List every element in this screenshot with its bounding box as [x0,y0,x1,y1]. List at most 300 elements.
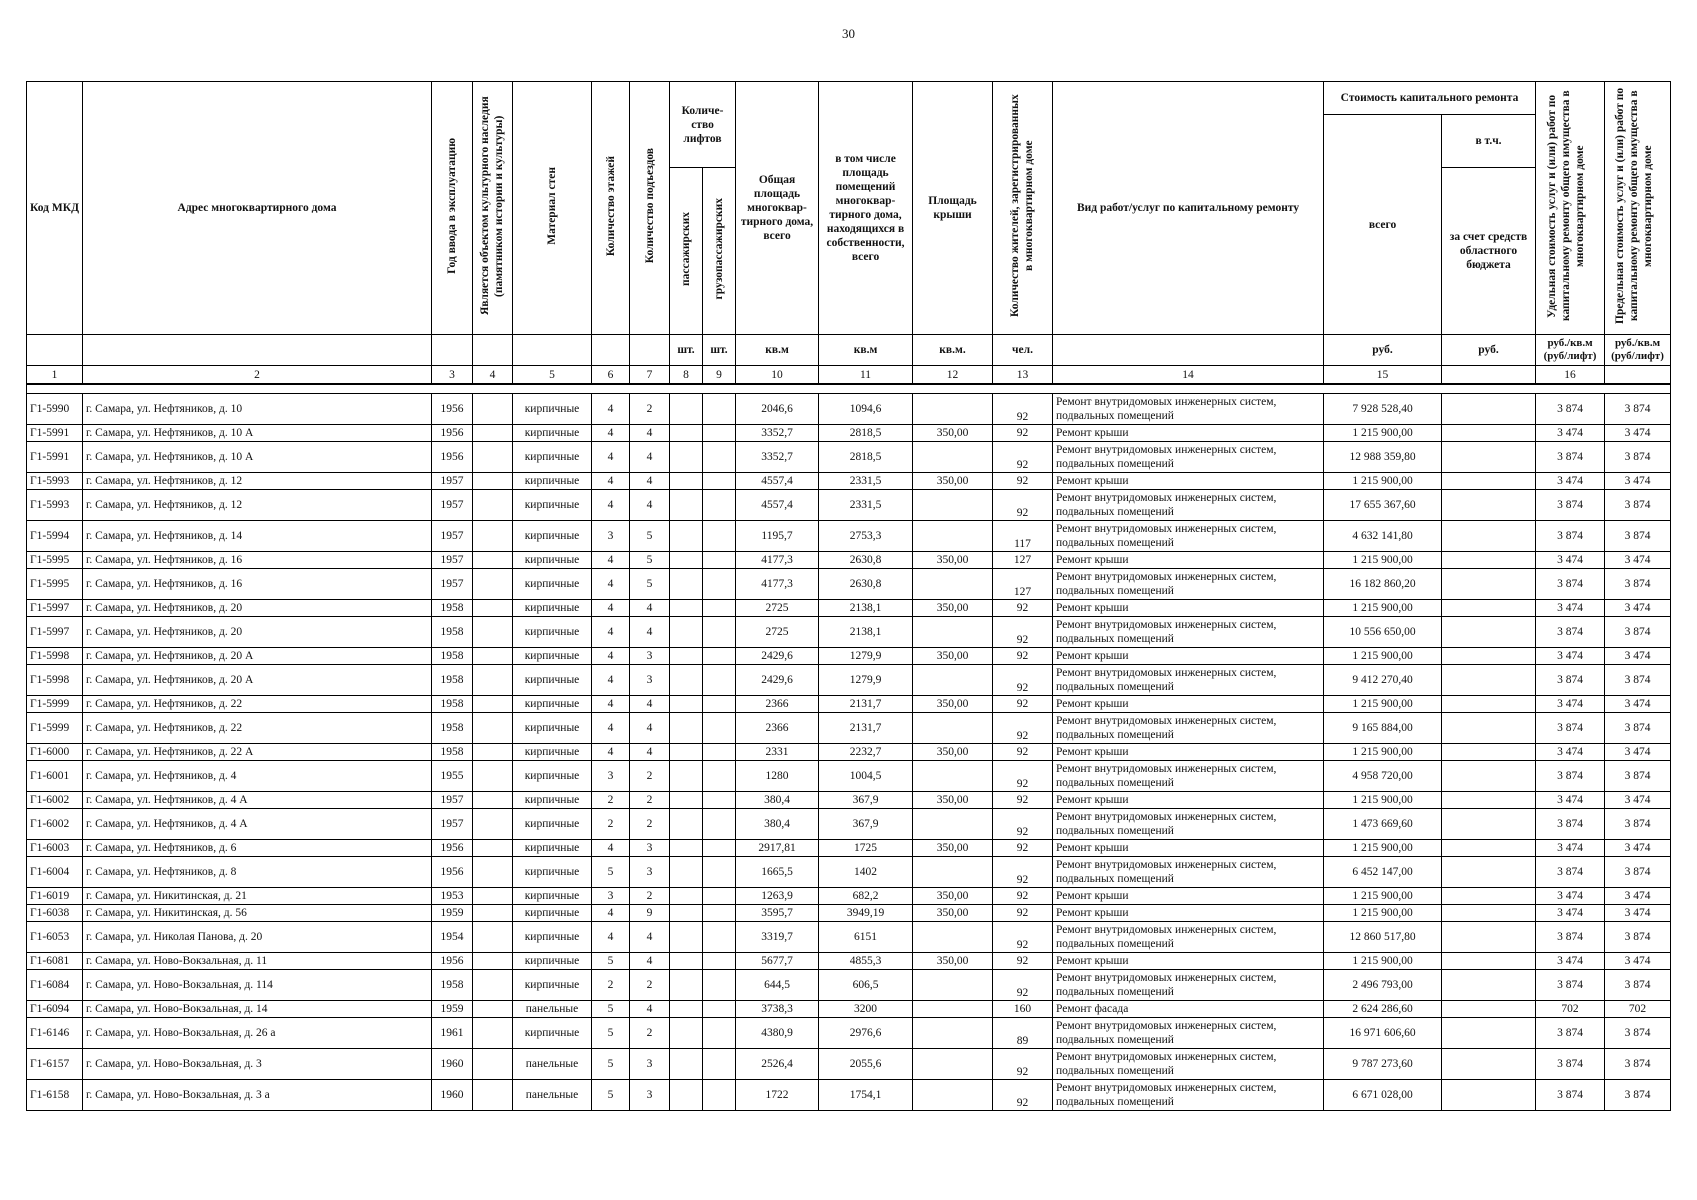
cell-cost-regional [1442,840,1536,857]
cell-heritage [473,1001,513,1018]
cell-cost-regional [1442,922,1536,953]
cell-lifts-cargo [703,665,736,696]
header-cost-group: Стоимость капитального ремонта [1324,82,1536,115]
cell-area-owned: 1004,5 [819,761,913,792]
cell-lifts-pass [670,473,703,490]
cell-address: г. Самара, ул. Нефтяников, д. 10 [83,394,432,425]
cell-floors: 2 [592,809,630,840]
cell-year: 1957 [432,521,473,552]
cell-lifts-pass [670,953,703,970]
cell-heritage [473,569,513,600]
cell-lifts-cargo [703,442,736,473]
cell-code: Г1-6081 [27,953,83,970]
cell-lifts-cargo [703,617,736,648]
cell-entrances: 3 [630,665,670,696]
cell-code: Г1-5991 [27,442,83,473]
cell-area-total: 4380,9 [736,1018,819,1049]
cell-roof-area [913,394,993,425]
cell-residents: 92 [993,1049,1053,1080]
cell-year: 1960 [432,1049,473,1080]
cell-address: г. Самара, ул. Ново-Вокзальная, д. 11 [83,953,432,970]
cell-entrances: 2 [630,809,670,840]
cell-residents: 92 [993,792,1053,809]
cell-max-cost: 3 474 [1605,425,1671,442]
cell-cost-total: 12 860 517,80 [1324,922,1442,953]
cell-address: г. Самара, ул. Нефтяников, д. 20 [83,600,432,617]
cell-material: кирпичные [513,953,592,970]
cell-work-type: Ремонт крыши [1053,888,1324,905]
cell-cost-regional [1442,665,1536,696]
cell-work-type: Ремонт внутридомовых инженерных систем, подвальных помещений [1053,1018,1324,1049]
cell-material: кирпичные [513,905,592,922]
cell-max-cost: 3 874 [1605,442,1671,473]
cell-entrances: 3 [630,1049,670,1080]
cell-year: 1958 [432,617,473,648]
cell-area-owned: 2630,8 [819,569,913,600]
cell-floors: 4 [592,905,630,922]
cell-unit-cost: 3 874 [1536,922,1605,953]
cell-work-type: Ремонт крыши [1053,840,1324,857]
unit-rub-total: руб. [1324,335,1442,366]
cell-floors: 4 [592,569,630,600]
cell-area-total: 2429,6 [736,648,819,665]
cell-work-type: Ремонт внутридомовых инженерных систем, подвальных помещений [1053,1049,1324,1080]
cell-heritage [473,1049,513,1080]
header-entrances: Количество подъездов [630,82,670,335]
cell-cost-total: 6 671 028,00 [1324,1080,1442,1111]
cell-floors: 4 [592,600,630,617]
cell-address: г. Самара, ул. Никитинская, д. 21 [83,888,432,905]
cell-roof-area: 350,00 [913,888,993,905]
cell-code: Г1-6000 [27,744,83,761]
cell-year: 1957 [432,552,473,569]
cell-code: Г1-6004 [27,857,83,888]
cell-lifts-pass [670,713,703,744]
cell-entrances: 4 [630,473,670,490]
cell-lifts-pass [670,857,703,888]
cell-code: Г1-6038 [27,905,83,922]
cell-material: кирпичные [513,761,592,792]
cell-work-type: Ремонт крыши [1053,425,1324,442]
cell-lifts-pass [670,792,703,809]
cell-address: г. Самара, ул. Нефтяников, д. 14 [83,521,432,552]
cell-entrances: 4 [630,617,670,648]
cell-area-owned: 2138,1 [819,600,913,617]
cell-cost-regional [1442,394,1536,425]
cell-lifts-cargo [703,648,736,665]
cell-max-cost: 3 874 [1605,665,1671,696]
cell-year: 1956 [432,442,473,473]
cell-area-owned: 1402 [819,857,913,888]
cell-address: г. Самара, ул. Нефтяников, д. 8 [83,857,432,888]
cell-entrances: 4 [630,713,670,744]
cell-residents: 117 [993,521,1053,552]
cell-residents: 92 [993,970,1053,1001]
cell-work-type: Ремонт внутридомовых инженерных систем, подвальных помещений [1053,665,1324,696]
cell-heritage [473,970,513,1001]
cell-cost-regional [1442,905,1536,922]
cell-floors: 4 [592,713,630,744]
cell-area-owned: 606,5 [819,970,913,1001]
cell-floors: 4 [592,648,630,665]
cell-floors: 4 [592,425,630,442]
cell-cost-total: 2 624 286,60 [1324,1001,1442,1018]
cell-residents: 92 [993,905,1053,922]
cell-floors: 4 [592,922,630,953]
cell-lifts-cargo [703,473,736,490]
cell-address: г. Самара, ул. Нефтяников, д. 4 [83,761,432,792]
cell-area-total: 4557,4 [736,473,819,490]
cell-code: Г1-6019 [27,888,83,905]
cell-area-total: 2429,6 [736,665,819,696]
header-year: Год ввода в эксплуатацию [432,82,473,335]
cell-floors: 5 [592,857,630,888]
cell-address: г. Самара, ул. Нефтяников, д. 22 [83,696,432,713]
cell-floors: 3 [592,521,630,552]
cell-address: г. Самара, ул. Нефтяников, д. 22 [83,713,432,744]
cell-year: 1957 [432,792,473,809]
cell-lifts-pass [670,840,703,857]
cell-residents: 92 [993,648,1053,665]
cell-floors: 4 [592,744,630,761]
cell-material: кирпичные [513,713,592,744]
cell-area-total: 1722 [736,1080,819,1111]
cell-material: кирпичные [513,394,592,425]
header-residents: Количество жителей, зарегистрированных в многоквартирном доме [993,82,1053,335]
cell-lifts-pass [670,552,703,569]
cell-work-type: Ремонт внутридомовых инженерных систем, подвальных помещений [1053,970,1324,1001]
cell-roof-area: 350,00 [913,792,993,809]
cell-year: 1958 [432,665,473,696]
cell-lifts-cargo [703,1018,736,1049]
cell-address: г. Самара, ул. Ново-Вокзальная, д. 14 [83,1001,432,1018]
cell-material: кирпичные [513,617,592,648]
cell-work-type: Ремонт крыши [1053,552,1324,569]
cell-code: Г1-5997 [27,617,83,648]
cell-entrances: 2 [630,888,670,905]
cell-cost-total: 6 452 147,00 [1324,857,1442,888]
cell-residents: 92 [993,617,1053,648]
cell-cost-total: 17 655 367,60 [1324,490,1442,521]
cell-max-cost: 3 474 [1605,600,1671,617]
cell-material: кирпичные [513,490,592,521]
cell-code: Г1-6002 [27,809,83,840]
table-row [27,490,1671,521]
cell-address: г. Самара, ул. Нефтяников, д. 10 А [83,425,432,442]
cell-max-cost: 3 874 [1605,490,1671,521]
cell-roof-area [913,809,993,840]
cell-material: кирпичные [513,569,592,600]
cell-code: Г1-6084 [27,970,83,1001]
cell-entrances: 3 [630,648,670,665]
cell-unit-cost: 3 474 [1536,552,1605,569]
cell-area-owned: 1279,9 [819,648,913,665]
table-row [27,1049,1671,1080]
header-heritage: Является объектом культурного наследия (памятником истории и культуры) [473,82,513,335]
cell-year: 1961 [432,1018,473,1049]
cell-heritage [473,473,513,490]
cell-floors: 4 [592,665,630,696]
cell-entrances: 2 [630,1018,670,1049]
cell-heritage [473,792,513,809]
column-number: 9 [703,366,736,385]
cell-cost-regional [1442,1001,1536,1018]
cell-roof-area [913,1080,993,1111]
cell-roof-area: 350,00 [913,744,993,761]
cell-area-total: 3319,7 [736,922,819,953]
cell-area-owned: 2818,5 [819,425,913,442]
cell-area-owned: 682,2 [819,888,913,905]
cell-residents: 127 [993,552,1053,569]
cell-entrances: 4 [630,953,670,970]
cell-max-cost: 702 [1605,1001,1671,1018]
cell-cost-regional [1442,600,1536,617]
cell-year: 1958 [432,744,473,761]
cell-roof-area: 350,00 [913,840,993,857]
cell-roof-area: 350,00 [913,425,993,442]
cell-lifts-pass [670,970,703,1001]
cell-floors: 5 [592,1018,630,1049]
cell-roof-area: 350,00 [913,552,993,569]
cell-floors: 5 [592,953,630,970]
cell-lifts-pass [670,394,703,425]
cell-roof-area [913,442,993,473]
cell-heritage [473,953,513,970]
cell-lifts-cargo [703,1080,736,1111]
cell-address: г. Самара, ул. Никитинская, д. 56 [83,905,432,922]
table-row [27,713,1671,744]
cell-residents: 92 [993,490,1053,521]
cell-year: 1957 [432,473,473,490]
table-row [27,665,1671,696]
cell-max-cost: 3 874 [1605,1018,1671,1049]
cell-residents: 92 [993,473,1053,490]
cell-work-type: Ремонт крыши [1053,600,1324,617]
cell-area-owned: 4855,3 [819,953,913,970]
cell-unit-cost: 3 874 [1536,442,1605,473]
cell-work-type: Ремонт фасада [1053,1001,1324,1018]
cell-roof-area [913,490,993,521]
cell-residents: 92 [993,809,1053,840]
cell-code: Г1-5999 [27,696,83,713]
cell-area-total: 380,4 [736,809,819,840]
cell-cost-regional [1442,761,1536,792]
cell-lifts-cargo [703,569,736,600]
cell-cost-total: 1 473 669,60 [1324,809,1442,840]
cell-material: кирпичные [513,600,592,617]
table-row [27,473,1671,490]
cell-unit-cost: 3 874 [1536,1049,1605,1080]
cell-address: г. Самара, ул. Ново-Вокзальная, д. 114 [83,970,432,1001]
cell-floors: 3 [592,761,630,792]
table-row [27,888,1671,905]
cell-area-owned: 2630,8 [819,552,913,569]
header-floors: Количество этажей [592,82,630,335]
cell-address: г. Самара, ул. Нефтяников, д. 4 А [83,792,432,809]
cell-cost-regional [1442,696,1536,713]
cell-cost-total: 10 556 650,00 [1324,617,1442,648]
header-lifts: Количе-ство лифтов [670,82,736,168]
cell-residents: 92 [993,888,1053,905]
cell-floors: 4 [592,490,630,521]
cell-unit-cost: 3 874 [1536,665,1605,696]
cell-max-cost: 3 474 [1605,744,1671,761]
cell-area-total: 2046,6 [736,394,819,425]
cell-cost-regional [1442,552,1536,569]
cell-lifts-cargo [703,857,736,888]
cell-area-owned: 1725 [819,840,913,857]
table-row [27,696,1671,713]
unit-area-total: кв.м [736,335,819,366]
table-row [27,761,1671,792]
column-number: 10 [736,366,819,385]
cell-unit-cost: 702 [1536,1001,1605,1018]
cell-roof-area [913,970,993,1001]
header-max-cost: Предельная стоимость услуг и (или) работ по капитальному ремонту общего имущества в многоквартирном доме [1605,82,1671,335]
column-number: 6 [592,366,630,385]
cell-cost-total: 12 988 359,80 [1324,442,1442,473]
cell-cost-total: 1 215 900,00 [1324,888,1442,905]
cell-heritage [473,888,513,905]
cell-max-cost: 3 874 [1605,1080,1671,1111]
cell-code: Г1-5998 [27,665,83,696]
cell-area-owned: 6151 [819,922,913,953]
cell-heritage [473,922,513,953]
cell-unit-cost: 3 474 [1536,425,1605,442]
cell-cost-total: 9 165 884,00 [1324,713,1442,744]
cell-max-cost: 3 874 [1605,761,1671,792]
cell-floors: 3 [592,888,630,905]
cell-entrances: 4 [630,600,670,617]
table-row [27,922,1671,953]
cell-entrances: 9 [630,905,670,922]
cell-residents: 92 [993,840,1053,857]
cell-entrances: 4 [630,1001,670,1018]
cell-area-owned: 2753,3 [819,521,913,552]
cell-area-total: 2725 [736,600,819,617]
cell-code: Г1-6002 [27,792,83,809]
cell-area-total: 2366 [736,713,819,744]
cell-code: Г1-6158 [27,1080,83,1111]
cell-work-type: Ремонт внутридомовых инженерных систем, подвальных помещений [1053,442,1324,473]
cell-work-type: Ремонт внутридомовых инженерных систем, подвальных помещений [1053,922,1324,953]
cell-floors: 5 [592,1001,630,1018]
cell-unit-cost: 3 474 [1536,600,1605,617]
cell-area-owned: 2131,7 [819,696,913,713]
cell-residents: 92 [993,1080,1053,1111]
cell-floors: 4 [592,473,630,490]
cell-work-type: Ремонт крыши [1053,905,1324,922]
cell-unit-cost: 3 874 [1536,1080,1605,1111]
cell-residents: 92 [993,696,1053,713]
column-number: 7 [630,366,670,385]
cell-unit-cost: 3 474 [1536,905,1605,922]
table-row [27,600,1671,617]
cell-lifts-pass [670,1001,703,1018]
table-row [27,648,1671,665]
capital-repair-table [26,81,1671,1111]
cell-entrances: 4 [630,744,670,761]
cell-material: кирпичные [513,888,592,905]
table-row [27,953,1671,970]
cell-max-cost: 3 474 [1605,888,1671,905]
cell-max-cost: 3 474 [1605,792,1671,809]
cell-material: кирпичные [513,840,592,857]
column-number: 2 [83,366,432,385]
cell-cost-total: 1 215 900,00 [1324,473,1442,490]
table-row [27,617,1671,648]
cell-address: г. Самара, ул. Нефтяников, д. 16 [83,552,432,569]
table-row [27,970,1671,1001]
table-row [27,744,1671,761]
cell-year: 1959 [432,905,473,922]
cell-lifts-pass [670,442,703,473]
cell-heritage [473,425,513,442]
table-row [27,425,1671,442]
cell-cost-total: 1 215 900,00 [1324,744,1442,761]
cell-address: г. Самара, ул. Нефтяников, д. 10 А [83,442,432,473]
cell-unit-cost: 3 874 [1536,521,1605,552]
cell-address: г. Самара, ул. Ново-Вокзальная, д. 3 [83,1049,432,1080]
cell-heritage [473,394,513,425]
cell-work-type: Ремонт внутридомовых инженерных систем, подвальных помещений [1053,857,1324,888]
header-code: Код МКД [27,82,83,335]
cell-lifts-pass [670,665,703,696]
cell-unit-cost: 3 474 [1536,696,1605,713]
cell-code: Г1-5994 [27,521,83,552]
cell-area-owned: 2818,5 [819,442,913,473]
cell-area-total: 2331 [736,744,819,761]
cell-area-total: 3595,7 [736,905,819,922]
cell-unit-cost: 3 474 [1536,792,1605,809]
cell-unit-cost: 3 474 [1536,888,1605,905]
cell-lifts-pass [670,648,703,665]
cell-cost-total: 1 215 900,00 [1324,600,1442,617]
column-number: 14 [1053,366,1324,385]
cell-lifts-cargo [703,953,736,970]
cell-residents: 92 [993,442,1053,473]
cell-cost-total: 1 215 900,00 [1324,792,1442,809]
cell-code: Г1-6157 [27,1049,83,1080]
table-row [27,394,1671,425]
cell-material: кирпичные [513,648,592,665]
cell-work-type: Ремонт внутридомовых инженерных систем, подвальных помещений [1053,1080,1324,1111]
cell-year: 1954 [432,922,473,953]
cell-cost-regional [1442,857,1536,888]
cell-max-cost: 3 474 [1605,473,1671,490]
cell-cost-total: 9 787 273,60 [1324,1049,1442,1080]
cell-address: г. Самара, ул. Ново-Вокзальная, д. 3 а [83,1080,432,1111]
table-row [27,809,1671,840]
cell-residents: 92 [993,713,1053,744]
cell-cost-total: 1 215 900,00 [1324,840,1442,857]
unit-pcs-cargo: шт. [703,335,736,366]
cell-lifts-cargo [703,521,736,552]
cell-area-total: 2526,4 [736,1049,819,1080]
header-area-total: Общая площадь многоквар-тирного дома, всего [736,82,819,335]
cell-heritage [473,1080,513,1111]
cell-year: 1958 [432,970,473,1001]
page-number: 30 [842,26,855,41]
cell-lifts-pass [670,425,703,442]
cell-entrances: 4 [630,490,670,521]
cell-roof-area [913,922,993,953]
cell-cost-regional [1442,970,1536,1001]
cell-lifts-cargo [703,888,736,905]
cell-unit-cost: 3 474 [1536,953,1605,970]
cell-floors: 4 [592,394,630,425]
cell-material: кирпичные [513,696,592,713]
